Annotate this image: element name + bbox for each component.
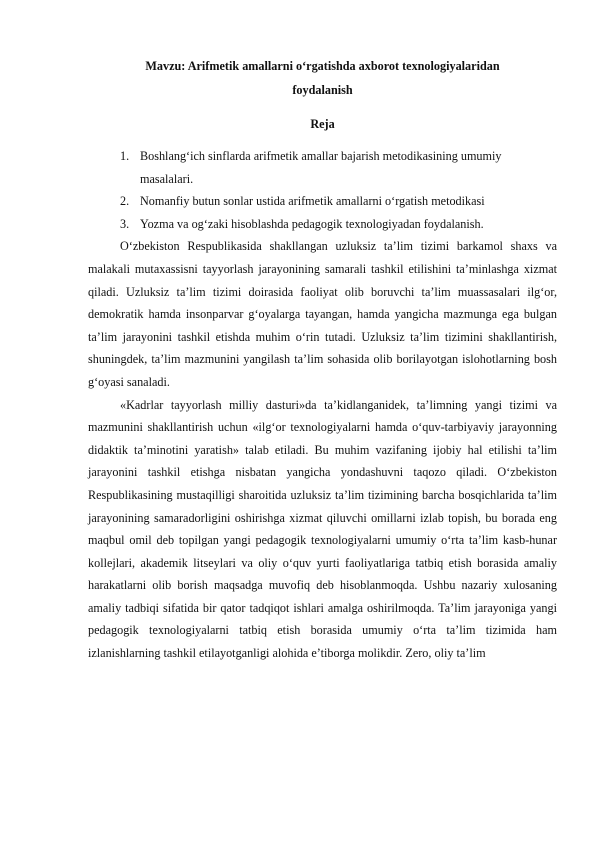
plan-heading: Reja bbox=[310, 117, 335, 131]
plan-item-text: Nomanfiy butun sonlar ustida arifmetik amallarni o‘rgatish metodikasi bbox=[140, 194, 485, 209]
plan-list bbox=[88, 145, 557, 235]
plan-item-text: Yozma va og‘zaki hisoblashda pedagogik texnologiyadan foydalanish. bbox=[140, 216, 484, 231]
plan-item bbox=[88, 213, 557, 236]
document-title bbox=[88, 54, 557, 102]
plan-item-number: 3. bbox=[120, 216, 130, 231]
title-line-1: Mavzu: Arifmetik amallarni o‘rgatishda axborot texnologiyalaridan bbox=[145, 59, 500, 73]
title-line-2: foydalanish bbox=[292, 83, 353, 97]
body-paragraph: «Kadrlar tayyorlash milliy dasturi»da ta’kidlanganidek, ta’limning yangi tizimi va mazmunini shakllantirish uchun «ilg‘or texnologiyalarni hamda o‘quv-tarbiyaviy jarayonning didaktik ta’minotini yaratish» talab etiladi. Bu muhim vazifaning ijobiy hal etilishi ta’lim jarayonini tashkil etishga nisbatan yangicha yondashuvni taqozo qiladi. O‘zbekiston Respublikasining mustaqilligi sharoitida uzluksiz ta’lim tizimining barcha bosqichlarida ta’lim jarayonining samaradorligini oshirishga xizmat qiluvchi omillarni izlab topish, bu borada eng maqbul omil deb topilgan yangi pedagogik texnologiyalarni umumiy o‘rta ta’lim kasb-hunar kollejlari, akademik litseylari va oliy o‘quv yurti faoliyatlariga tatbiq etish borasida amaliy harakatlarni olib borish maqsadga muvofiq deb hisoblanmoqda. Ushbu nazariy xulosaning amaliy tadbiqi sifatida bir qator tadqiqot ishlari amalga oshirilmoqda. Ta’lim jarayoniga yangi pedagogik texnologiyalarni tatbiq etish borasida umumiy o‘rta ta’lim tizimida ham izlanishlarning tashkil etilayotganligi alohida e’tiborga molikdir. Zero, oliy ta’lim bbox=[88, 397, 557, 661]
plan-item-number: 2. bbox=[120, 194, 130, 209]
plan-item-number: 1. bbox=[120, 149, 130, 163]
plan-item bbox=[88, 145, 557, 190]
body-paragraph: O‘zbekiston Respublikasida shakllangan uzluksiz ta’lim tizimi barkamol shaxs va malakali mutaxassisni tayyorlash jarayonining samarali tashkil etilishini ta’minlashga xizmat qiladi. Uzluksiz ta’lim tizimi doirasida faoliyat olib boruvchi ta’lim muassasalari ilg‘or, demokratik hamda insonparvar g‘oyalarga tayangan, hamda yangicha mazmunga ega bulgan ta’lim jarayonini tashkil etishda muhim o‘rin tutadi. Uzluksiz ta’lim tizimini shakllantirish, shuningdek, ta’lim mazmunini yangilash ta’lim sohasida olib borilayotgan islohotlarning bosh g‘oyasi sanaladi. bbox=[88, 239, 557, 389]
document-page bbox=[88, 54, 557, 665]
plan-item-text: Boshlang‘ich sinflarda arifmetik amallar bajarish metodikasining umumiy masalalari. bbox=[140, 149, 502, 186]
plan-item bbox=[88, 190, 557, 213]
